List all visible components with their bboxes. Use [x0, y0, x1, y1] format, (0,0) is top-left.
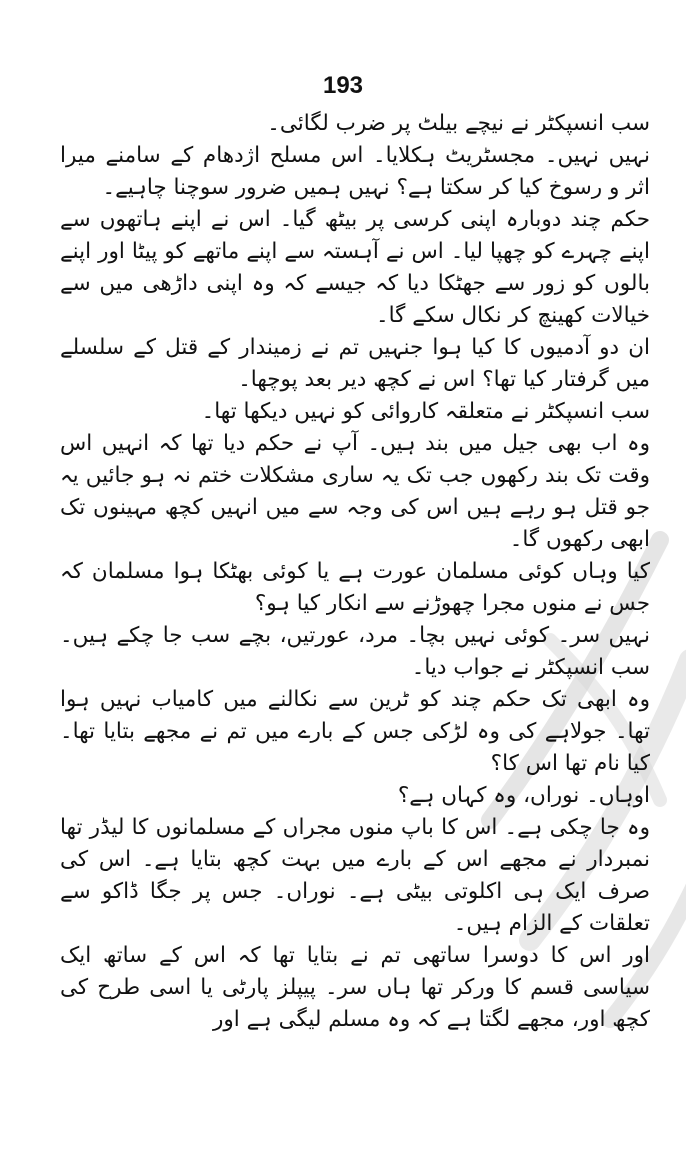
- paragraph: وہ اب بھی جیل میں بند ہیں۔ آپ نے حکم دیا تھا کہ انہیں اس وقت تک بند رکھوں جب تک یہ ساری مشکلات ختم نہ ہو جائیں یہ جو قتل ہو رہے ہیں اس کی وجہ سے میں انہیں کچھ مہینوں تک ابھی رکھوں گا۔: [60, 431, 650, 552]
- paragraph: اور اس کا دوسرا ساتھی تم نے بتایا تھا کہ اس کے ساتھ ایک سیاسی قسم کا ورکر تھا ہاں سر۔ پیپلز پارٹی یا اسی طرح کی کچھ اور، مجھے لگتا ہے کہ وہ مسلم لیگی ہے اور: [60, 943, 650, 1032]
- body-text: [60, 108, 650, 1036]
- paragraph: کیا وہاں کوئی مسلمان عورت ہے یا کوئی بھٹکا ہوا مسلمان کہ جس نے منوں مجرا چھوڑنے سے انکار کیا ہو؟: [60, 559, 650, 616]
- paragraph: اوہاں۔ نوراں، وہ کہاں ہے؟: [397, 783, 650, 808]
- page-number: 193: [322, 72, 364, 99]
- paragraph: نہیں سر۔ کوئی نہیں بچا۔ مرد، عورتیں، بچے سب جا چکے ہیں۔ سب انسپکٹر نے جواب دیا۔: [60, 623, 650, 680]
- paragraph: سب انسپکٹر نے متعلقہ کاروائی کو نہیں دیکھا تھا۔: [201, 399, 650, 424]
- paragraph: ان دو آدمیوں کا کیا ہوا جنہیں تم نے زمیندار کے قتل کے سلسلے میں گرفتار کیا تھا؟ اس نے کچھ دیر بعد پوچھا۔: [60, 335, 650, 392]
- paragraph: وہ جا چکی ہے۔ اس کا باپ منوں مجراں کے مسلمانوں کا لیڈر تھا نمبردار نے مجھے اس کے بارے میں بہت کچھ بتایا ہے۔ اس کی صرف ایک ہی اکلوتی بیٹی ہے۔ نوراں۔ جس پر جگا ڈاکو سے تعلقات کے الزام ہیں۔: [60, 815, 650, 936]
- paragraph: وہ ابھی تک حکم چند کو ٹرین سے نکالنے میں کامیاب نہیں ہوا تھا۔ جولاہے کی وہ لڑکی جس کے بارے میں تم نے مجھے بتایا تھا۔ کیا نام تھا اس کا؟: [60, 687, 650, 776]
- paragraph: سب انسپکٹر نے نیچے بیلٹ پر ضرب لگائی۔: [267, 111, 650, 136]
- paragraph: حکم چند دوبارہ اپنی کرسی پر بیٹھ گیا۔ اس نے اپنے ہاتھوں سے اپنے چہرے کو چھپا لیا۔ اس نے آہستہ سے اپنے ماتھے کو پیٹا اور اپنے بالوں کو زور سے جھٹکا دیا کہ جیسے کہ وہ اپنی داڑھی میں سے خیالات کھینچ کر نکال سکے گا۔: [60, 207, 650, 328]
- paragraph: نہیں نہیں۔ مجسٹریٹ ہکلایا۔ اس مسلح اژدھام کے سامنے میرا اثر و رسوخ کیا کر سکتا ہے؟ نہیں ہمیں ضرور سوچنا چاہیے۔: [60, 143, 650, 200]
